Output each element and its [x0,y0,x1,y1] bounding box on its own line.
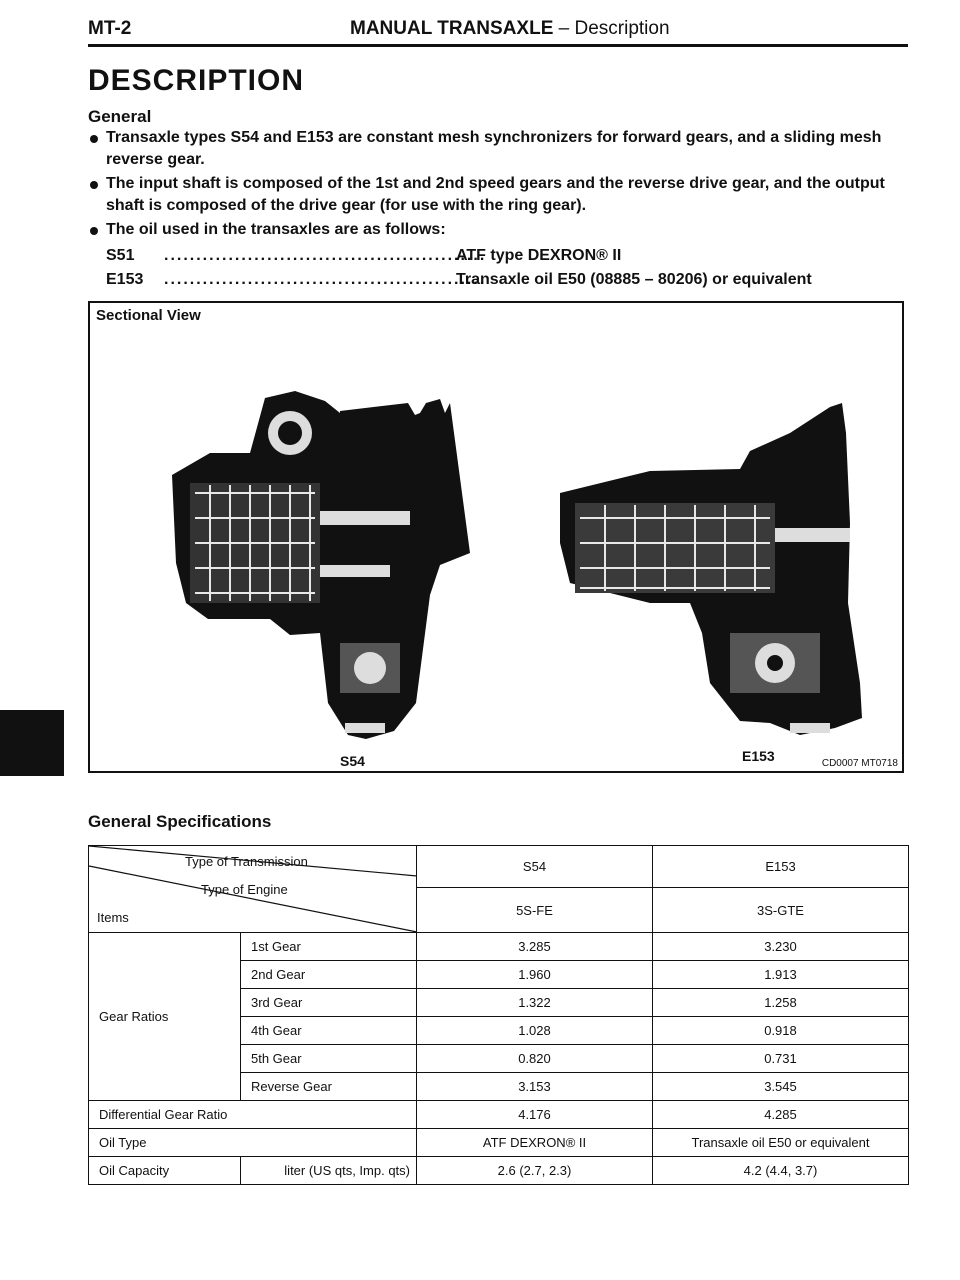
gear-label: 5th Gear [241,1045,417,1073]
bullet-item [106,219,916,241]
oil-row-s51 [106,247,906,267]
table-row [89,1157,909,1185]
column-header-e153: E153 [653,846,909,888]
table-row [89,1129,909,1157]
s54-value: 3.285 [417,933,653,961]
corner-items-label: Items [97,910,129,925]
transaxle-illustrations [90,303,902,771]
s54-value: 0.820 [417,1045,653,1073]
e153-value: Transaxle oil E50 or equivalent [653,1129,909,1157]
specs-heading: General Specifications [88,812,272,831]
s54-value: 1.960 [417,961,653,989]
page-code: MT-2 [88,18,132,39]
oil-type-label: Oil Type [89,1129,417,1157]
running-header [350,18,670,40]
general-specifications-table [88,845,910,1183]
column-header-s54: S54 [417,846,653,888]
bullet-item [106,127,916,171]
table-row [89,1101,909,1129]
e153-value: 0.731 [653,1045,909,1073]
gear-label: 4th Gear [241,1017,417,1045]
figure-title: Sectional View [96,307,201,324]
e153-value: 3.230 [653,933,909,961]
e153-value: 1.258 [653,989,909,1017]
s54-value: 1.028 [417,1017,653,1045]
corner-transmission-label: Type of Transmission [185,854,308,869]
dot-leader: .................................................. [164,271,487,288]
bullet-text: Transaxle types S54 and E153 are constant mesh synchronizers for forward gears, and a sliding mesh reverse gear. [106,129,882,168]
subsection-title: – Description [553,18,670,39]
sectional-view-figure [88,301,904,773]
caption-e153: E153 [742,748,775,764]
header-rule [88,44,908,47]
engine-s54: 5S-FE [417,888,653,933]
s54-value: 4.176 [417,1101,653,1129]
s54-value: 1.322 [417,989,653,1017]
figure-code: CD0007 MT0718 [821,758,898,769]
gear-label: Reverse Gear [241,1073,417,1101]
corner-engine-label: Type of Engine [201,882,288,897]
gear-label: 3rd Gear [241,989,417,1017]
bullet-text: The oil used in the transaxles are as follows: [106,221,446,238]
oil-value: Transaxle oil E50 (08885 – 80206) or equivalent [456,271,812,288]
section-thumb-tab [0,710,64,776]
gear-label: 1st Gear [241,933,417,961]
oil-capacity-label: Oil Capacity [89,1157,241,1185]
s54-value: ATF DEXRON® II [417,1129,653,1157]
e153-value: 0.918 [653,1017,909,1045]
oil-capacity-unit: liter (US qts, Imp. qts) [241,1157,417,1185]
bullet-icon [90,227,98,235]
engine-e153: 3S-GTE [653,888,909,933]
oil-key: E153 [106,271,144,288]
e153-value: 4.285 [653,1101,909,1129]
e153-cutaway-illustration [560,403,862,735]
gear-label: 2nd Gear [241,961,417,989]
dot-leader: .................................................. [164,247,487,264]
gear-ratios-label: Gear Ratios [89,933,241,1101]
s54-value: 2.6 (2.7, 2.3) [417,1157,653,1185]
e153-value: 1.913 [653,961,909,989]
page-title: DESCRIPTION [88,64,305,97]
s54-cutaway-illustration [172,391,470,739]
s54-value: 3.153 [417,1073,653,1101]
oil-row-e153 [106,271,906,291]
oil-value: ATF type DEXRON® II [456,247,622,264]
general-heading: General [88,107,152,126]
bullet-icon [90,135,98,143]
diff-ratio-label: Differential Gear Ratio [89,1101,417,1129]
e153-value: 4.2 (4.4, 3.7) [653,1157,909,1185]
bullet-icon [90,181,98,189]
section-title: MANUAL TRANSAXLE [350,18,554,39]
bullet-item [106,173,916,217]
oil-key: S51 [106,247,135,264]
table-corner-cell [89,846,417,933]
bullet-text: The input shaft is composed of the 1st and 2nd speed gears and the reverse drive gear, and the output shaft is composed of the drive gear (for use with the ring gear). [106,175,885,214]
e153-value: 3.545 [653,1073,909,1101]
table-row [89,933,909,961]
caption-s54: S54 [340,753,365,769]
